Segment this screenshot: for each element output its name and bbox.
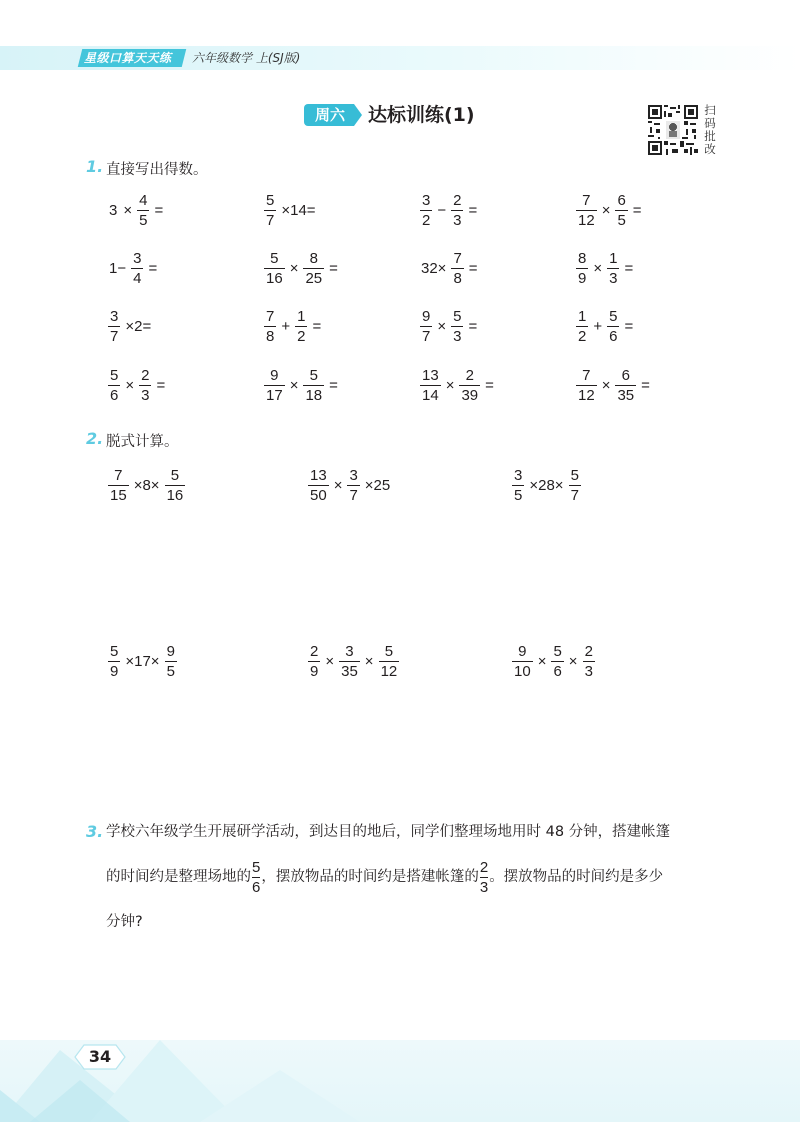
operator-text: − <box>437 202 447 219</box>
operator-text: = <box>154 202 164 219</box>
denominator: 7 <box>110 328 119 345</box>
fraction <box>165 468 186 503</box>
denominator: 35 <box>617 387 635 404</box>
question-3-line-1: 学校六年级学生开展研学活动，到达目的地后，同学们整理场地用时 48 分钟，搭建帐篷 <box>106 824 671 840</box>
fraction <box>108 644 120 679</box>
numerator: 1 <box>609 250 618 267</box>
denominator: 4 <box>133 270 142 287</box>
scan-to-grade-label: 扫 码 批 改 <box>704 103 716 156</box>
denominator: 3 <box>609 270 618 287</box>
math-expression <box>106 309 154 344</box>
fraction <box>576 251 588 286</box>
denominator: 8 <box>453 270 462 287</box>
denominator: 5 <box>514 487 523 504</box>
operator-text: × <box>601 202 611 219</box>
denominator: 7 <box>422 328 431 345</box>
denominator: 16 <box>266 270 283 287</box>
fraction <box>576 309 588 344</box>
operator-text: = <box>641 377 650 394</box>
numerator: 5 <box>266 192 275 209</box>
question-1-number: 1. <box>86 157 104 176</box>
numerator: 5 <box>110 367 119 384</box>
numerator: 2 <box>465 367 474 384</box>
fraction <box>615 193 627 228</box>
numerator: 5 <box>170 467 180 484</box>
question-3-text <box>106 812 726 942</box>
denominator: 6 <box>110 387 119 404</box>
operator-text: × <box>123 202 133 219</box>
denominator: 12 <box>380 663 398 680</box>
denominator: 14 <box>422 387 439 404</box>
question-3-line-3: 分钟? <box>106 914 143 930</box>
fraction <box>420 309 432 344</box>
operator-text: ×8× <box>133 477 160 494</box>
fraction <box>512 644 533 679</box>
operator-text: × <box>333 477 343 494</box>
fraction <box>131 251 143 286</box>
denominator: 2 <box>422 212 431 229</box>
operator-text: = <box>312 318 322 335</box>
math-expression <box>418 193 480 228</box>
operator-text: × <box>289 377 299 394</box>
numerator: 5 <box>570 467 579 484</box>
operator-text: ×28× <box>529 477 564 494</box>
denominator: 5 <box>617 212 626 229</box>
operator-text: = <box>156 377 166 394</box>
numerator: 8 <box>578 250 587 267</box>
operator-text: = <box>624 318 634 335</box>
operator-text: × <box>601 377 611 394</box>
numerator: 3 <box>349 467 358 484</box>
denominator: 5 <box>139 212 148 229</box>
denominator: 9 <box>310 663 319 680</box>
fraction <box>108 368 120 403</box>
operator-text: × <box>364 653 374 670</box>
numerator: 3 <box>514 467 523 484</box>
fraction <box>264 368 285 403</box>
fraction <box>339 644 360 679</box>
denominator: 12 <box>578 212 595 229</box>
question-1-prompt: 直接写出得数。 <box>106 162 208 178</box>
numerator: 5 <box>609 308 618 325</box>
numerator: 7 <box>266 308 275 325</box>
fraction <box>303 368 324 403</box>
operator-text: ×25 <box>364 477 391 494</box>
math-expression <box>106 644 179 679</box>
fraction <box>420 193 432 228</box>
question-3-line-2: 的时间约是整理场地的 $\frac{5}{6}$ ，摆放物品的时间约是搭建帐篷的 $\frac{2}{3}$ 。摆放物品的时间约是多少 <box>106 858 664 896</box>
operator-text: + <box>281 318 291 335</box>
operator-text: ×14= <box>281 202 316 219</box>
denominator: 25 <box>305 270 323 287</box>
book-subtitle: 六年级数学 上(SJ版) <box>192 51 301 65</box>
numerator: 4 <box>139 192 148 209</box>
fraction <box>583 644 595 679</box>
fraction <box>165 644 177 679</box>
fraction <box>451 193 463 228</box>
numerator: 6 <box>621 367 630 384</box>
numerator: 7 <box>582 367 591 384</box>
question-2-number: 2. <box>86 429 104 448</box>
denominator: 18 <box>305 387 323 404</box>
fraction <box>420 368 441 403</box>
numerator: 1 <box>578 308 587 325</box>
math-expression <box>574 309 636 344</box>
denominator: 2 <box>297 328 306 345</box>
fraction <box>137 193 149 228</box>
denominator: 6 <box>553 663 562 680</box>
question-2-prompt: 脱式计算。 <box>106 434 179 450</box>
operator-text: = <box>468 318 478 335</box>
math-expression <box>106 251 160 286</box>
operator-text: 3 <box>109 202 118 219</box>
operator-text: = <box>485 377 494 394</box>
denominator: 35 <box>341 663 358 680</box>
numerator: 7 <box>453 250 462 267</box>
operator-text: = <box>468 260 478 277</box>
denominator: 2 <box>578 328 587 345</box>
fraction <box>512 468 524 503</box>
operator-text: × <box>437 318 447 335</box>
numerator: 5 <box>553 643 562 660</box>
operator-text: = <box>148 260 158 277</box>
denominator: 15 <box>110 487 127 504</box>
numerator: 6 <box>617 192 626 209</box>
denominator: 10 <box>514 663 531 680</box>
math-expression <box>262 368 341 403</box>
operator-text: = <box>329 377 338 394</box>
denominator: 9 <box>110 663 119 680</box>
denominator: 17 <box>266 387 283 404</box>
fraction <box>576 193 597 228</box>
math-expression <box>262 309 324 344</box>
denominator: 50 <box>310 487 327 504</box>
numerator: 9 <box>422 308 431 325</box>
math-expression <box>262 251 341 286</box>
fraction <box>379 644 400 679</box>
operator-text: + <box>593 318 603 335</box>
numerator: 2 <box>310 643 319 660</box>
denominator: 16 <box>166 487 184 504</box>
math-expression <box>306 644 401 679</box>
math-expression <box>574 193 645 228</box>
fraction: $\frac{5}{6}$ <box>252 858 261 896</box>
numerator: 3 <box>345 643 354 660</box>
fraction <box>607 251 619 286</box>
operator-text: = <box>624 260 634 277</box>
fraction <box>451 251 463 286</box>
operator-text: = <box>329 260 338 277</box>
numerator: 9 <box>166 643 175 660</box>
denominator: 3 <box>141 387 150 404</box>
numerator: 13 <box>422 367 439 384</box>
fraction <box>264 251 285 286</box>
numerator: 3 <box>133 250 142 267</box>
page-title: 达标训练(1) <box>368 104 475 126</box>
numerator: 2 <box>584 643 593 660</box>
math-expression <box>106 368 168 403</box>
fraction <box>295 309 307 344</box>
fraction <box>347 468 359 503</box>
denominator: 6 <box>609 328 618 345</box>
fraction <box>308 644 320 679</box>
math-expression <box>262 193 319 228</box>
numerator: 3 <box>422 192 431 209</box>
numerator: 5 <box>453 308 462 325</box>
fraction <box>451 309 463 344</box>
numerator: 2 <box>141 367 150 384</box>
numerator: 5 <box>384 643 394 660</box>
numerator: 7 <box>582 192 591 209</box>
fraction <box>576 368 597 403</box>
math-expression <box>574 368 653 403</box>
denominator: 5 <box>166 663 175 680</box>
denominator: 3 <box>453 328 462 345</box>
numerator: 9 <box>518 643 527 660</box>
denominator: 9 <box>578 270 587 287</box>
fraction <box>264 309 276 344</box>
operator-text: × <box>537 653 547 670</box>
denominator: 3 <box>584 663 593 680</box>
operator-text: × <box>125 377 135 394</box>
math-expression <box>418 251 481 286</box>
operator-text: × <box>593 260 603 277</box>
operator-text: = <box>632 202 642 219</box>
fraction <box>108 468 129 503</box>
fraction <box>264 193 276 228</box>
math-expression <box>510 468 583 503</box>
numerator: 2 <box>453 192 462 209</box>
math-expression <box>106 468 187 503</box>
operator-text: ×2= <box>125 318 152 335</box>
fraction <box>607 309 619 344</box>
denominator: 39 <box>461 387 479 404</box>
fraction <box>615 368 636 403</box>
numerator: 3 <box>110 308 119 325</box>
fraction <box>108 309 120 344</box>
fraction <box>308 468 329 503</box>
denominator: 3 <box>453 212 462 229</box>
fraction <box>459 368 480 403</box>
math-expression <box>510 644 597 679</box>
denominator: 7 <box>266 212 275 229</box>
numerator: 5 <box>309 367 318 384</box>
series-title: 星级口算天天练 <box>84 51 172 65</box>
qr-code-icon[interactable] <box>648 105 698 155</box>
operator-text: × <box>445 377 455 394</box>
numerator: 1 <box>297 308 306 325</box>
math-expression <box>418 309 480 344</box>
day-label: 周六 <box>314 106 345 124</box>
numerator: 7 <box>114 467 123 484</box>
operator-text: 32× <box>421 260 447 277</box>
fraction <box>139 368 151 403</box>
fraction <box>569 468 581 503</box>
operator-text: × <box>568 653 578 670</box>
fraction: $\frac{2}{3}$ <box>479 858 489 896</box>
page-number: 34 <box>88 1047 112 1066</box>
operator-text: × <box>289 260 299 277</box>
numerator: 5 <box>110 643 119 660</box>
operator-text: × <box>325 653 335 670</box>
fraction <box>303 251 324 286</box>
math-expression <box>418 368 497 403</box>
numerator: 13 <box>310 467 327 484</box>
fraction <box>551 644 563 679</box>
math-expression <box>574 251 636 286</box>
operator-text: = <box>468 202 478 219</box>
math-expression <box>106 193 166 228</box>
denominator: 8 <box>266 328 275 345</box>
denominator: 12 <box>578 387 595 404</box>
denominator: 7 <box>570 487 579 504</box>
numerator: 5 <box>270 250 279 267</box>
operator-text: 1− <box>109 260 127 277</box>
numerator: 8 <box>309 250 318 267</box>
denominator: 7 <box>349 487 358 504</box>
question-3-number: 3. <box>86 822 104 841</box>
math-expression <box>306 468 393 503</box>
numerator: 9 <box>270 367 279 384</box>
operator-text: ×17× <box>125 653 160 670</box>
